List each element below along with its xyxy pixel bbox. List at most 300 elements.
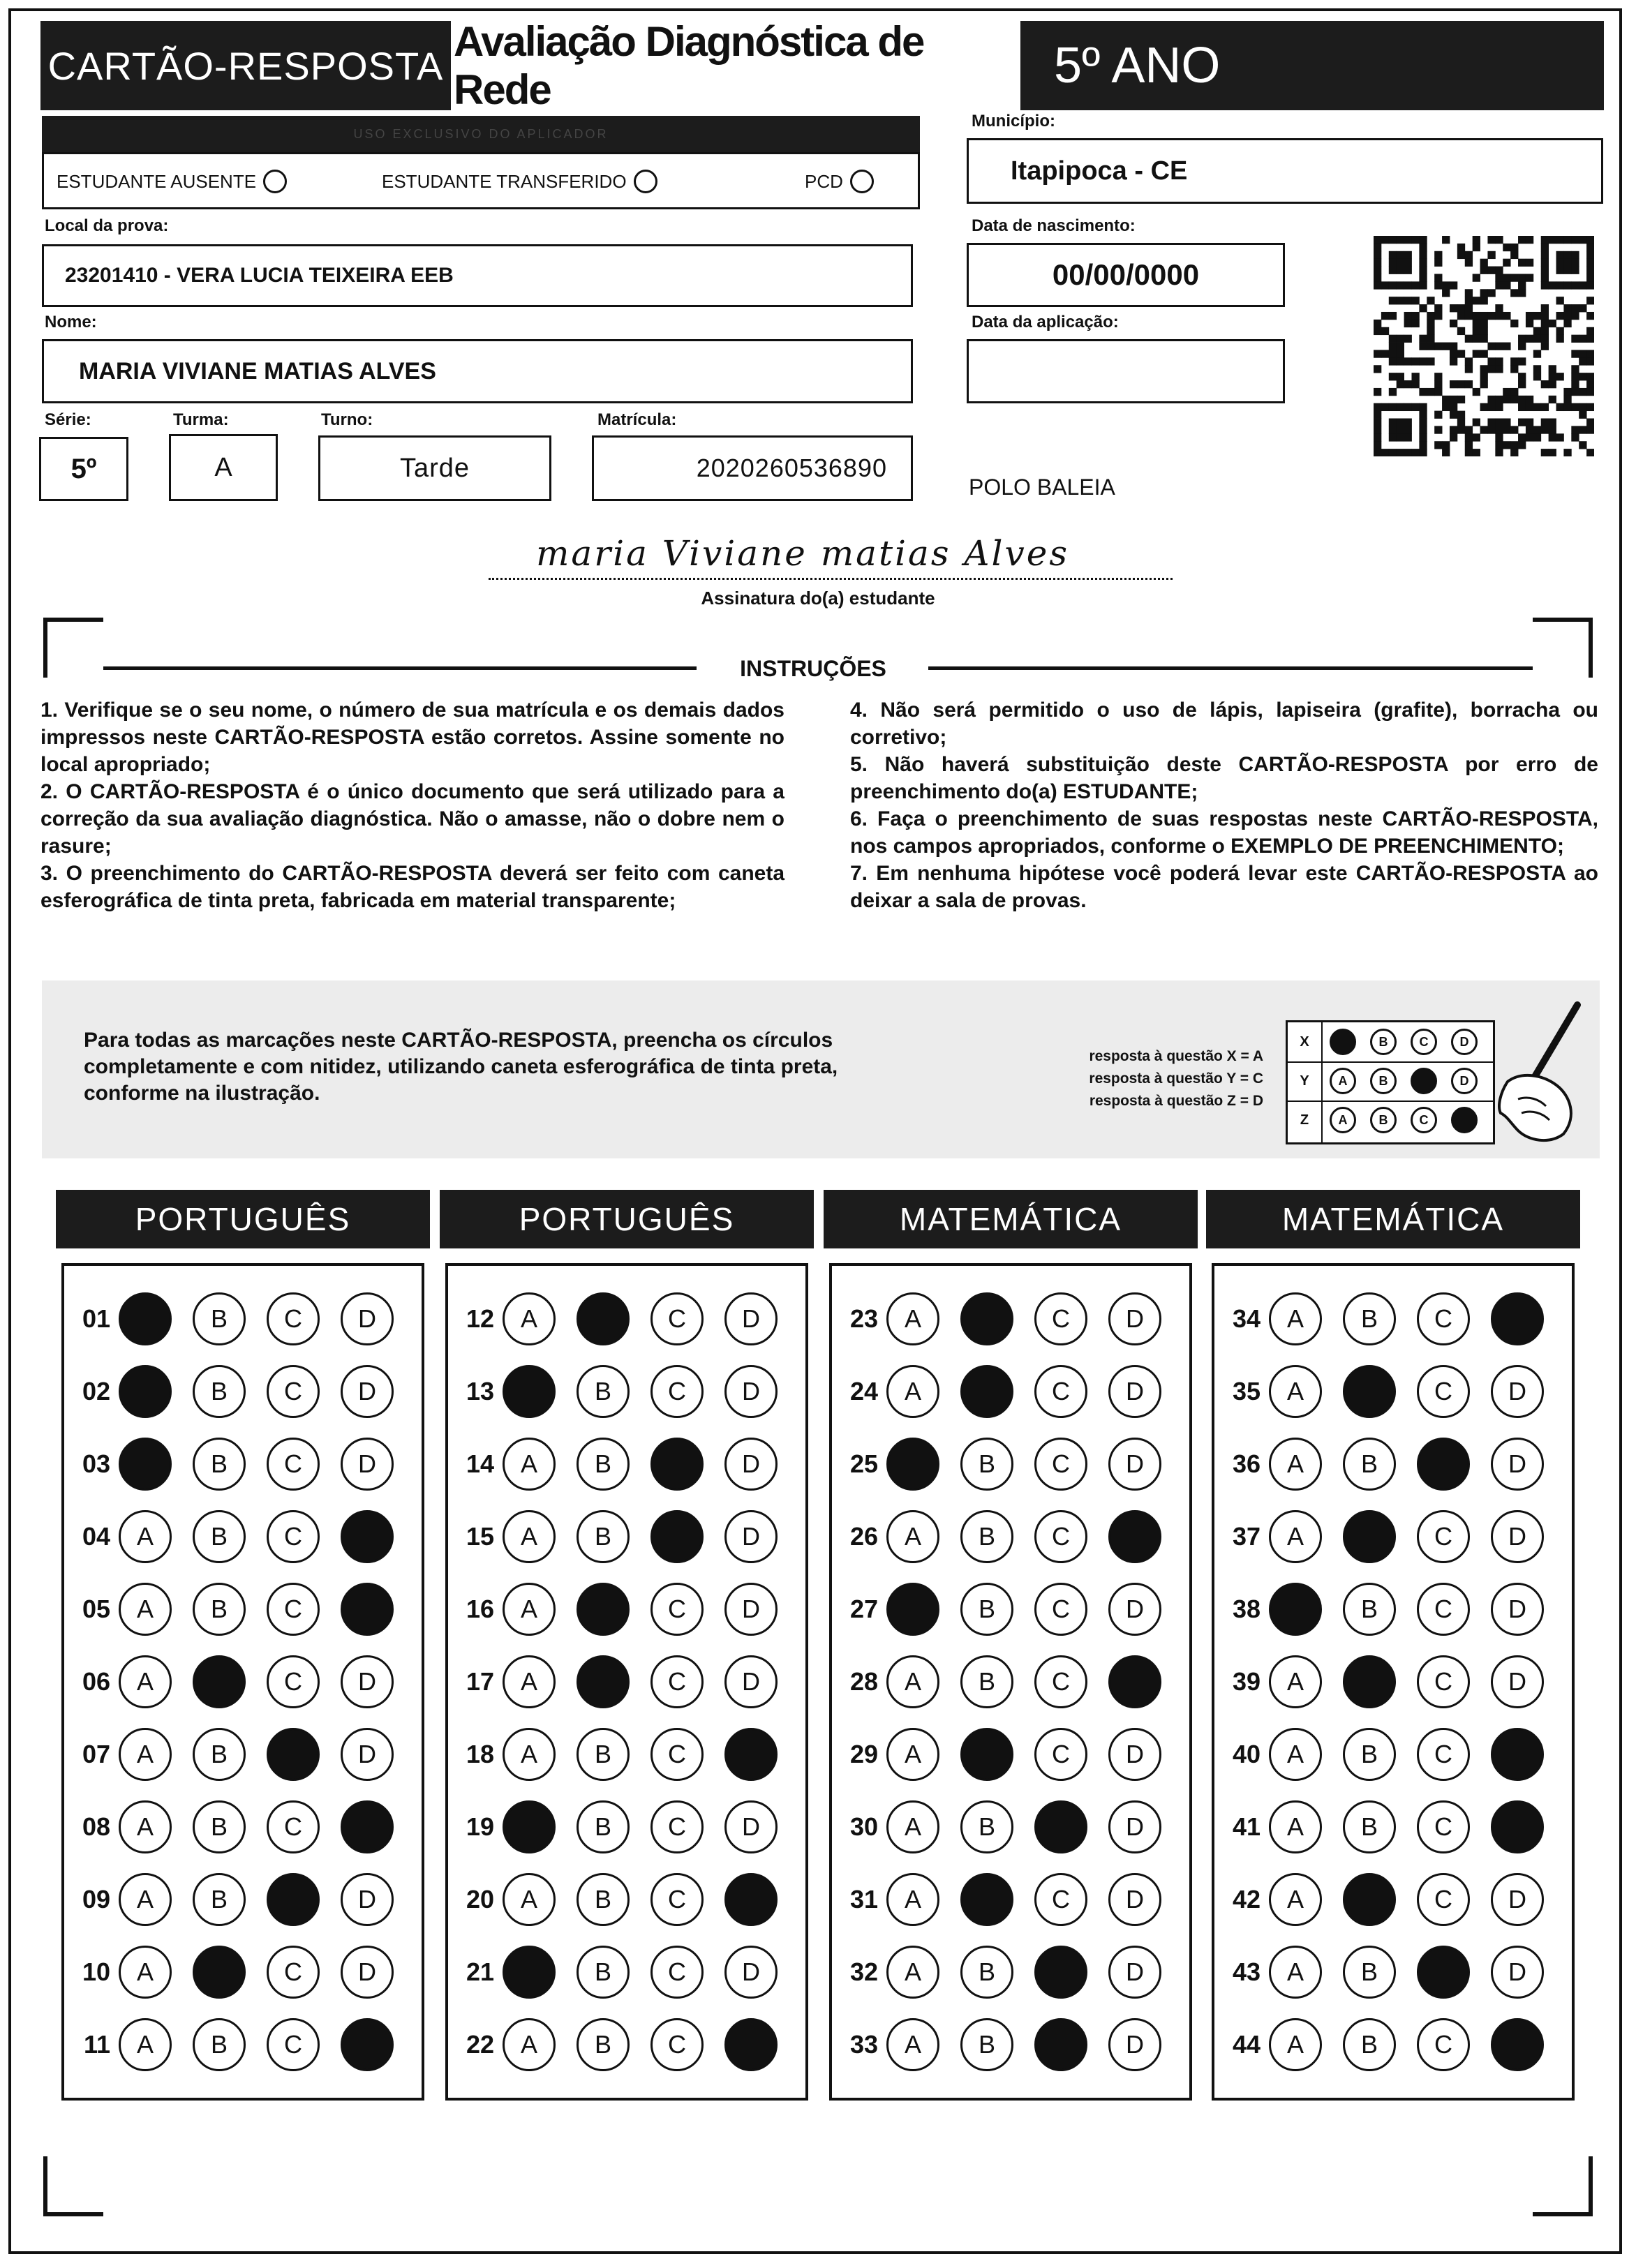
grade-title: 5º ANO (1020, 21, 1604, 110)
answer-bubble-a[interactable]: A (503, 1292, 556, 1345)
answer-bubble-c[interactable]: C (1417, 2018, 1470, 2071)
question-row (1214, 1872, 1544, 1927)
card-title: CARTÃO-RESPOSTA (40, 21, 451, 110)
signature-line[interactable] (489, 533, 1173, 580)
question-number: 26 (849, 1522, 878, 1551)
question-number: 16 (466, 1595, 494, 1623)
answer-bubble-b[interactable] (577, 1655, 630, 1708)
question-number: 30 (849, 1812, 878, 1841)
question-row (832, 2017, 1161, 2073)
answer-bubble-d[interactable]: D (1108, 1583, 1161, 1636)
answer-bubble-b[interactable]: B (960, 1800, 1013, 1853)
question-row (1214, 2017, 1544, 2073)
question-number: 19 (466, 1812, 494, 1841)
answer-bubble-a[interactable]: A (119, 1583, 172, 1636)
answer-bubble-d[interactable] (341, 1800, 394, 1853)
answer-bubble-c[interactable]: C (1034, 1438, 1087, 1491)
question-row (1214, 1436, 1544, 1492)
question-row (448, 1364, 778, 1419)
answer-bubble-c[interactable]: C (650, 1873, 704, 1926)
example-bubble: D (1451, 1029, 1478, 1055)
question-number: 12 (466, 1304, 494, 1333)
question-number: 35 (1232, 1377, 1261, 1405)
question-row (64, 2017, 394, 2073)
answer-bubble-d[interactable] (341, 1583, 394, 1636)
answer-bubble-a[interactable]: A (503, 1510, 556, 1563)
answer-bubble-a[interactable]: A (886, 1873, 939, 1926)
question-number: 39 (1232, 1667, 1261, 1696)
example-row-divider (1288, 1101, 1493, 1102)
answer-bubble-c[interactable]: C (1417, 1800, 1470, 1853)
answer-bubble-c[interactable]: C (1417, 1873, 1470, 1926)
answer-bubble-d[interactable]: D (1108, 1800, 1161, 1853)
answer-bubble-a[interactable]: A (886, 1365, 939, 1418)
answer-bubble-b[interactable]: B (577, 1800, 630, 1853)
answer-bubble-c[interactable] (267, 1873, 320, 1926)
answer-bubble-a[interactable]: A (119, 1728, 172, 1781)
subject-header: PORTUGUÊS (56, 1190, 430, 1248)
answer-bubble-d[interactable]: D (341, 1365, 394, 1418)
nascimento-label: Data de nascimento: (972, 216, 1136, 235)
answer-bubble-d[interactable] (1491, 1292, 1544, 1345)
example-legend-x: resposta à questão X = A (1089, 1048, 1263, 1064)
answer-bubble-c[interactable]: C (1034, 1583, 1087, 1636)
question-row (64, 1654, 394, 1710)
status-bar-title: USO EXCLUSIVO DO APLICADOR (42, 116, 920, 152)
absent-label: ESTUDANTE AUSENTE (57, 170, 257, 192)
question-number: 04 (82, 1522, 110, 1551)
answer-bubble-a[interactable]: A (886, 1510, 939, 1563)
answer-bubble-a[interactable]: A (119, 1800, 172, 1853)
question-number: 24 (849, 1377, 878, 1405)
answer-bubble-a[interactable] (886, 1438, 939, 1491)
answer-bubble-a[interactable]: A (503, 1873, 556, 1926)
example-bubble: B (1370, 1068, 1397, 1094)
answer-bubble-a[interactable] (119, 1365, 172, 1418)
answer-bubble-a[interactable]: A (1269, 1655, 1322, 1708)
answer-bubble-a[interactable]: A (1269, 2018, 1322, 2071)
question-row (832, 1436, 1161, 1492)
question-row (64, 1726, 394, 1782)
answer-bubble-c[interactable]: C (267, 1438, 320, 1491)
question-number: 15 (466, 1522, 494, 1551)
answer-bubble-c[interactable]: C (1034, 1292, 1087, 1345)
pcd-circle[interactable] (850, 170, 874, 193)
answer-bubble-c[interactable]: C (267, 1946, 320, 1999)
example-bubble: A (1330, 1068, 1356, 1094)
pcd-option[interactable] (805, 170, 874, 193)
question-row (832, 1364, 1161, 1419)
answer-panel (445, 1263, 808, 2101)
polo-label: POLO BALEIA (969, 475, 1115, 500)
answer-bubble-b[interactable]: B (960, 1946, 1013, 1999)
question-row (832, 1291, 1161, 1347)
corner-mark-bottom-right (1533, 2156, 1593, 2216)
answer-bubble-b[interactable]: B (960, 1655, 1013, 1708)
question-row (448, 1291, 778, 1347)
transferred-circle[interactable] (634, 170, 657, 193)
question-row (64, 1364, 394, 1419)
question-row (64, 1509, 394, 1565)
answer-bubble-b[interactable]: B (1343, 1946, 1396, 1999)
answer-bubble-d[interactable]: D (1108, 1292, 1161, 1345)
answer-bubble-d[interactable]: D (1491, 1510, 1544, 1563)
corner-mark-top-left (43, 618, 103, 678)
answer-bubble-a[interactable]: A (119, 1655, 172, 1708)
answer-bubble-a[interactable] (503, 1365, 556, 1418)
answer-bubble-b[interactable]: B (960, 1510, 1013, 1563)
question-row (1214, 1944, 1544, 2000)
answer-bubble-c[interactable] (1034, 1800, 1087, 1853)
answer-bubble-c[interactable]: C (650, 1800, 704, 1853)
answer-bubble-a[interactable]: A (1269, 1510, 1322, 1563)
answer-bubble-b[interactable]: B (193, 1438, 246, 1491)
answer-bubble-b[interactable]: B (193, 1873, 246, 1926)
question-row (1214, 1654, 1544, 1710)
answer-bubble-c[interactable]: C (650, 1365, 704, 1418)
answer-bubble-c[interactable] (1034, 2018, 1087, 2071)
answer-bubble-b[interactable] (1343, 1510, 1396, 1563)
answer-bubble-b[interactable]: B (193, 1510, 246, 1563)
answer-bubble-d[interactable] (1108, 1510, 1161, 1563)
answer-bubble-b[interactable] (1343, 1873, 1396, 1926)
answer-bubble-d[interactable]: D (1491, 1583, 1544, 1636)
answer-bubble-a[interactable]: A (119, 1873, 172, 1926)
answer-bubble-d[interactable]: D (724, 1438, 778, 1491)
question-number: 07 (82, 1740, 110, 1768)
answer-bubble-a[interactable] (503, 1946, 556, 1999)
answer-bubble-c[interactable]: C (1034, 1873, 1087, 1926)
answer-bubble-b[interactable] (960, 1292, 1013, 1345)
transferred-option[interactable] (382, 170, 657, 193)
answer-bubble-a[interactable]: A (119, 2018, 172, 2071)
answer-bubble-d[interactable]: D (1491, 1946, 1544, 1999)
question-row (832, 1944, 1161, 2000)
example-row-divider (1288, 1061, 1493, 1063)
question-row (64, 1291, 394, 1347)
answer-bubble-c[interactable] (1417, 1438, 1470, 1491)
answer-bubble-d[interactable] (1491, 1728, 1544, 1781)
answer-bubble-d[interactable]: D (1491, 1873, 1544, 1926)
example-legend-y: resposta à questão Y = C (1089, 1070, 1263, 1087)
answer-bubble-d[interactable] (724, 1728, 778, 1781)
instruction-6: 6. Faça o preenchimento de suas respostas neste CARTÃO-RESPOSTA, nos campos apropriados, conforme o EXEMPLO DE PREENCHIMENTO; (850, 807, 1598, 858)
question-number: 43 (1232, 1957, 1261, 1986)
answer-bubble-a[interactable] (886, 1583, 939, 1636)
answer-bubble-b[interactable]: B (193, 1292, 246, 1345)
answer-bubble-d[interactable]: D (724, 1365, 778, 1418)
absent-circle[interactable] (263, 170, 287, 193)
answer-bubble-b[interactable] (1343, 1365, 1396, 1418)
question-number: 23 (849, 1304, 878, 1333)
answer-bubble-b[interactable] (577, 1583, 630, 1636)
answer-bubble-b[interactable]: B (960, 1438, 1013, 1491)
question-row (1214, 1364, 1544, 1419)
answer-bubble-c[interactable]: C (650, 1292, 704, 1345)
question-row (448, 1726, 778, 1782)
answer-bubble-a[interactable]: A (886, 1292, 939, 1345)
question-row (448, 1509, 778, 1565)
answer-bubble-c[interactable]: C (1034, 1655, 1087, 1708)
question-number: 21 (466, 1957, 494, 1986)
answer-bubble-a[interactable]: A (1269, 1946, 1322, 1999)
answer-bubble-b[interactable]: B (577, 1365, 630, 1418)
answer-bubble-b[interactable]: B (193, 2018, 246, 2071)
answer-bubble-b[interactable]: B (193, 1728, 246, 1781)
answer-bubble-c[interactable]: C (1417, 1510, 1470, 1563)
question-row (448, 2017, 778, 2073)
answer-bubble-b[interactable]: B (1343, 2018, 1396, 2071)
answer-bubble-d[interactable] (341, 1510, 394, 1563)
answer-bubble-d[interactable]: D (1108, 1365, 1161, 1418)
question-row (64, 1581, 394, 1637)
example-bubble: D (1451, 1068, 1478, 1094)
answer-bubble-a[interactable] (503, 1800, 556, 1853)
question-row (64, 1799, 394, 1855)
answer-bubble-c[interactable]: C (1034, 1510, 1087, 1563)
answer-bubble-d[interactable]: D (341, 1438, 394, 1491)
answer-bubble-b[interactable]: B (193, 1365, 246, 1418)
question-row (832, 1654, 1161, 1710)
answer-bubble-d[interactable]: D (724, 1946, 778, 1999)
question-number: 10 (82, 1957, 110, 1986)
answer-bubble-d[interactable] (1491, 1800, 1544, 1853)
example-bubble: B (1370, 1107, 1397, 1133)
answer-bubble-d[interactable] (724, 2018, 778, 2071)
answer-bubble-b[interactable] (960, 1728, 1013, 1781)
instructions-right-column (850, 696, 1598, 914)
answer-bubble-b[interactable] (193, 1655, 246, 1708)
question-row (448, 1436, 778, 1492)
answer-bubble-a[interactable] (119, 1292, 172, 1345)
question-number: 38 (1232, 1595, 1261, 1623)
instructions-rule-left (103, 666, 697, 670)
example-grid (1286, 1020, 1495, 1144)
answer-bubble-a[interactable]: A (1269, 1800, 1322, 1853)
question-number: 17 (466, 1667, 494, 1696)
question-row (448, 1581, 778, 1637)
answer-bubble-a[interactable]: A (503, 1438, 556, 1491)
answer-bubble-d[interactable] (724, 1873, 778, 1926)
answer-bubble-b[interactable]: B (577, 1438, 630, 1491)
corner-mark-bottom-left (43, 2156, 103, 2216)
instruction-3: 3. O preenchimento do CARTÃO-RESPOSTA deverá ser feito com caneta esferográfica de tinta preta, fabricada em material transparente; (40, 862, 784, 912)
answer-bubble-b[interactable]: B (960, 2018, 1013, 2071)
answer-bubble-c[interactable]: C (267, 1292, 320, 1345)
answer-bubble-d[interactable]: D (1491, 1438, 1544, 1491)
example-legend (1026, 1045, 1263, 1112)
answer-bubble-a[interactable]: A (1269, 1728, 1322, 1781)
example-bubble (1411, 1068, 1437, 1094)
answer-bubble-a[interactable]: A (886, 1800, 939, 1853)
answer-bubble-c[interactable]: C (650, 1583, 704, 1636)
instructions-left-column (40, 696, 784, 914)
aplicacao-label: Data da aplicação: (972, 313, 1119, 331)
answer-bubble-b[interactable]: B (577, 2018, 630, 2071)
answer-bubble-b[interactable]: B (577, 1728, 630, 1781)
question-row (64, 1944, 394, 2000)
answer-bubble-a[interactable]: A (503, 1728, 556, 1781)
answer-bubble-b[interactable]: B (1343, 1728, 1396, 1781)
example-legend-z: resposta à questão Z = D (1089, 1093, 1263, 1109)
answer-bubble-c[interactable]: C (1034, 1728, 1087, 1781)
answer-bubble-c[interactable]: C (1417, 1728, 1470, 1781)
answer-bubble-c[interactable]: C (267, 1655, 320, 1708)
answer-bubble-c[interactable]: C (267, 1583, 320, 1636)
answer-bubble-b[interactable]: B (1343, 1800, 1396, 1853)
answer-bubble-c[interactable]: C (1417, 1583, 1470, 1636)
question-row (832, 1872, 1161, 1927)
answer-bubble-d[interactable]: D (724, 1800, 778, 1853)
qr-code (1374, 236, 1594, 456)
answer-bubble-a[interactable]: A (886, 1728, 939, 1781)
answer-bubble-a[interactable]: A (119, 1510, 172, 1563)
answer-bubble-d[interactable]: D (1108, 2018, 1161, 2071)
question-row (1214, 1799, 1544, 1855)
answer-bubble-c[interactable]: C (650, 1946, 704, 1999)
question-row (448, 1872, 778, 1927)
signature-label: Assinatura do(a) estudante (701, 588, 935, 609)
municipio-field: Itapipoca - CE (967, 138, 1603, 204)
question-number: 13 (466, 1377, 494, 1405)
question-number: 22 (466, 2030, 494, 2059)
answer-bubble-b[interactable]: B (577, 1946, 630, 1999)
answer-bubble-b[interactable] (1343, 1655, 1396, 1708)
answer-bubble-c[interactable]: C (1417, 1655, 1470, 1708)
answer-bubble-a[interactable]: A (503, 1655, 556, 1708)
answer-bubble-d[interactable]: D (1108, 1438, 1161, 1491)
answer-bubble-a[interactable]: A (1269, 1292, 1322, 1345)
answer-bubble-a[interactable]: A (1269, 1873, 1322, 1926)
answer-bubble-a[interactable]: A (886, 1946, 939, 1999)
answer-bubble-d[interactable]: D (1491, 1365, 1544, 1418)
answer-bubble-c[interactable] (1417, 1946, 1470, 1999)
status-bar (42, 152, 920, 209)
answer-bubble-d[interactable]: D (341, 1292, 394, 1345)
answer-bubble-b[interactable]: B (577, 1510, 630, 1563)
answer-bubble-c[interactable] (1034, 1946, 1087, 1999)
subject-header: MATEMÁTICA (824, 1190, 1198, 1248)
absent-option[interactable] (57, 170, 287, 193)
example-bubble: C (1411, 1029, 1437, 1055)
answer-bubble-c[interactable]: C (1034, 1365, 1087, 1418)
answer-bubble-a[interactable]: A (1269, 1365, 1322, 1418)
answer-bubble-b[interactable]: B (960, 1583, 1013, 1636)
question-number: 28 (849, 1667, 878, 1696)
answer-bubble-b[interactable]: B (193, 1800, 246, 1853)
answer-bubble-c[interactable]: C (650, 2018, 704, 2071)
answer-bubble-b[interactable]: B (1343, 1438, 1396, 1491)
subject-header: PORTUGUÊS (440, 1190, 814, 1248)
question-number: 41 (1232, 1812, 1261, 1841)
answer-bubble-d[interactable]: D (724, 1583, 778, 1636)
question-number: 31 (849, 1885, 878, 1913)
answer-bubble-d[interactable]: D (1108, 1946, 1161, 1999)
instruction-5: 5. Não haverá substituição deste CARTÃO-RESPOSTA por erro de preenchimento do(a) ESTUDANTE; (850, 753, 1598, 803)
answer-bubble-d[interactable]: D (1491, 1655, 1544, 1708)
instruction-7: 7. Em nenhuma hipótese você poderá levar este CARTÃO-RESPOSTA ao deixar a sala de provas. (850, 862, 1598, 912)
answer-bubble-c[interactable]: C (267, 1800, 320, 1853)
matricula-field: 2020260536890 (592, 435, 913, 501)
local-field: 23201410 - VERA LUCIA TEIXEIRA EEB (42, 244, 913, 307)
pen-hand-icon (1480, 1001, 1591, 1148)
answer-bubble-a[interactable]: A (119, 1946, 172, 1999)
answer-bubble-d[interactable]: D (724, 1292, 778, 1345)
nome-label: Nome: (45, 313, 97, 331)
answer-bubble-b[interactable]: B (193, 1583, 246, 1636)
example-bubble (1451, 1107, 1478, 1133)
question-row (1214, 1726, 1544, 1782)
example-row-label: Y (1300, 1073, 1309, 1089)
answer-bubble-b[interactable]: B (1343, 1292, 1396, 1345)
answer-bubble-d[interactable] (1491, 2018, 1544, 2071)
answer-bubble-c[interactable]: C (1417, 1292, 1470, 1345)
answer-bubble-c[interactable]: C (267, 2018, 320, 2071)
question-row (1214, 1581, 1544, 1637)
answer-bubble-d[interactable]: D (341, 1873, 394, 1926)
answer-bubble-a[interactable]: A (503, 1583, 556, 1636)
answer-bubble-c[interactable]: C (267, 1510, 320, 1563)
answer-bubble-d[interactable]: D (341, 1946, 394, 1999)
answer-bubble-d[interactable]: D (724, 1510, 778, 1563)
answer-bubble-b[interactable] (577, 1292, 630, 1345)
answer-bubble-d[interactable]: D (341, 1728, 394, 1781)
answer-bubble-d[interactable]: D (1108, 1873, 1161, 1926)
nascimento-field: 00/00/0000 (967, 243, 1285, 307)
answer-bubble-c[interactable] (650, 1438, 704, 1491)
answer-bubble-a[interactable]: A (886, 2018, 939, 2071)
answer-bubble-c[interactable] (650, 1510, 704, 1563)
answer-bubble-b[interactable]: B (1343, 1583, 1396, 1636)
answer-bubble-c[interactable]: C (1417, 1365, 1470, 1418)
answer-bubble-a[interactable]: A (1269, 1438, 1322, 1491)
answer-bubble-a[interactable]: A (886, 1655, 939, 1708)
answer-bubble-a[interactable] (119, 1438, 172, 1491)
question-number: 05 (82, 1595, 110, 1623)
answer-bubble-c[interactable]: C (650, 1728, 704, 1781)
answer-bubble-d[interactable]: D (1108, 1728, 1161, 1781)
signature-handwriting: maria Viviane matias Alves (535, 533, 1070, 574)
answer-bubble-a[interactable]: A (503, 2018, 556, 2071)
answer-panel (829, 1263, 1192, 2101)
example-column-divider (1321, 1022, 1323, 1142)
answer-bubble-a[interactable] (1269, 1583, 1322, 1636)
answer-bubble-c[interactable] (267, 1728, 320, 1781)
answer-bubble-d[interactable] (1108, 1655, 1161, 1708)
answer-bubble-d[interactable]: D (341, 1655, 394, 1708)
answer-bubble-c[interactable]: C (650, 1655, 704, 1708)
answer-bubble-b[interactable] (193, 1946, 246, 1999)
answer-bubble-b[interactable] (960, 1873, 1013, 1926)
example-row-label: X (1300, 1034, 1309, 1050)
question-row (832, 1509, 1161, 1565)
answer-bubble-d[interactable] (341, 2018, 394, 2071)
answer-bubble-c[interactable]: C (267, 1365, 320, 1418)
question-row (832, 1799, 1161, 1855)
turma-field: A (169, 434, 278, 501)
question-number: 36 (1232, 1449, 1261, 1478)
answer-panel (1212, 1263, 1575, 2101)
aplicacao-field (967, 339, 1285, 403)
pcd-label: PCD (805, 170, 843, 192)
question-number: 42 (1232, 1885, 1261, 1913)
answer-bubble-b[interactable]: B (577, 1873, 630, 1926)
answer-bubble-d[interactable]: D (724, 1655, 778, 1708)
example-row-label: Z (1300, 1112, 1309, 1128)
example-bubble: B (1370, 1029, 1397, 1055)
question-number: 03 (82, 1449, 110, 1478)
answer-bubble-b[interactable] (960, 1365, 1013, 1418)
